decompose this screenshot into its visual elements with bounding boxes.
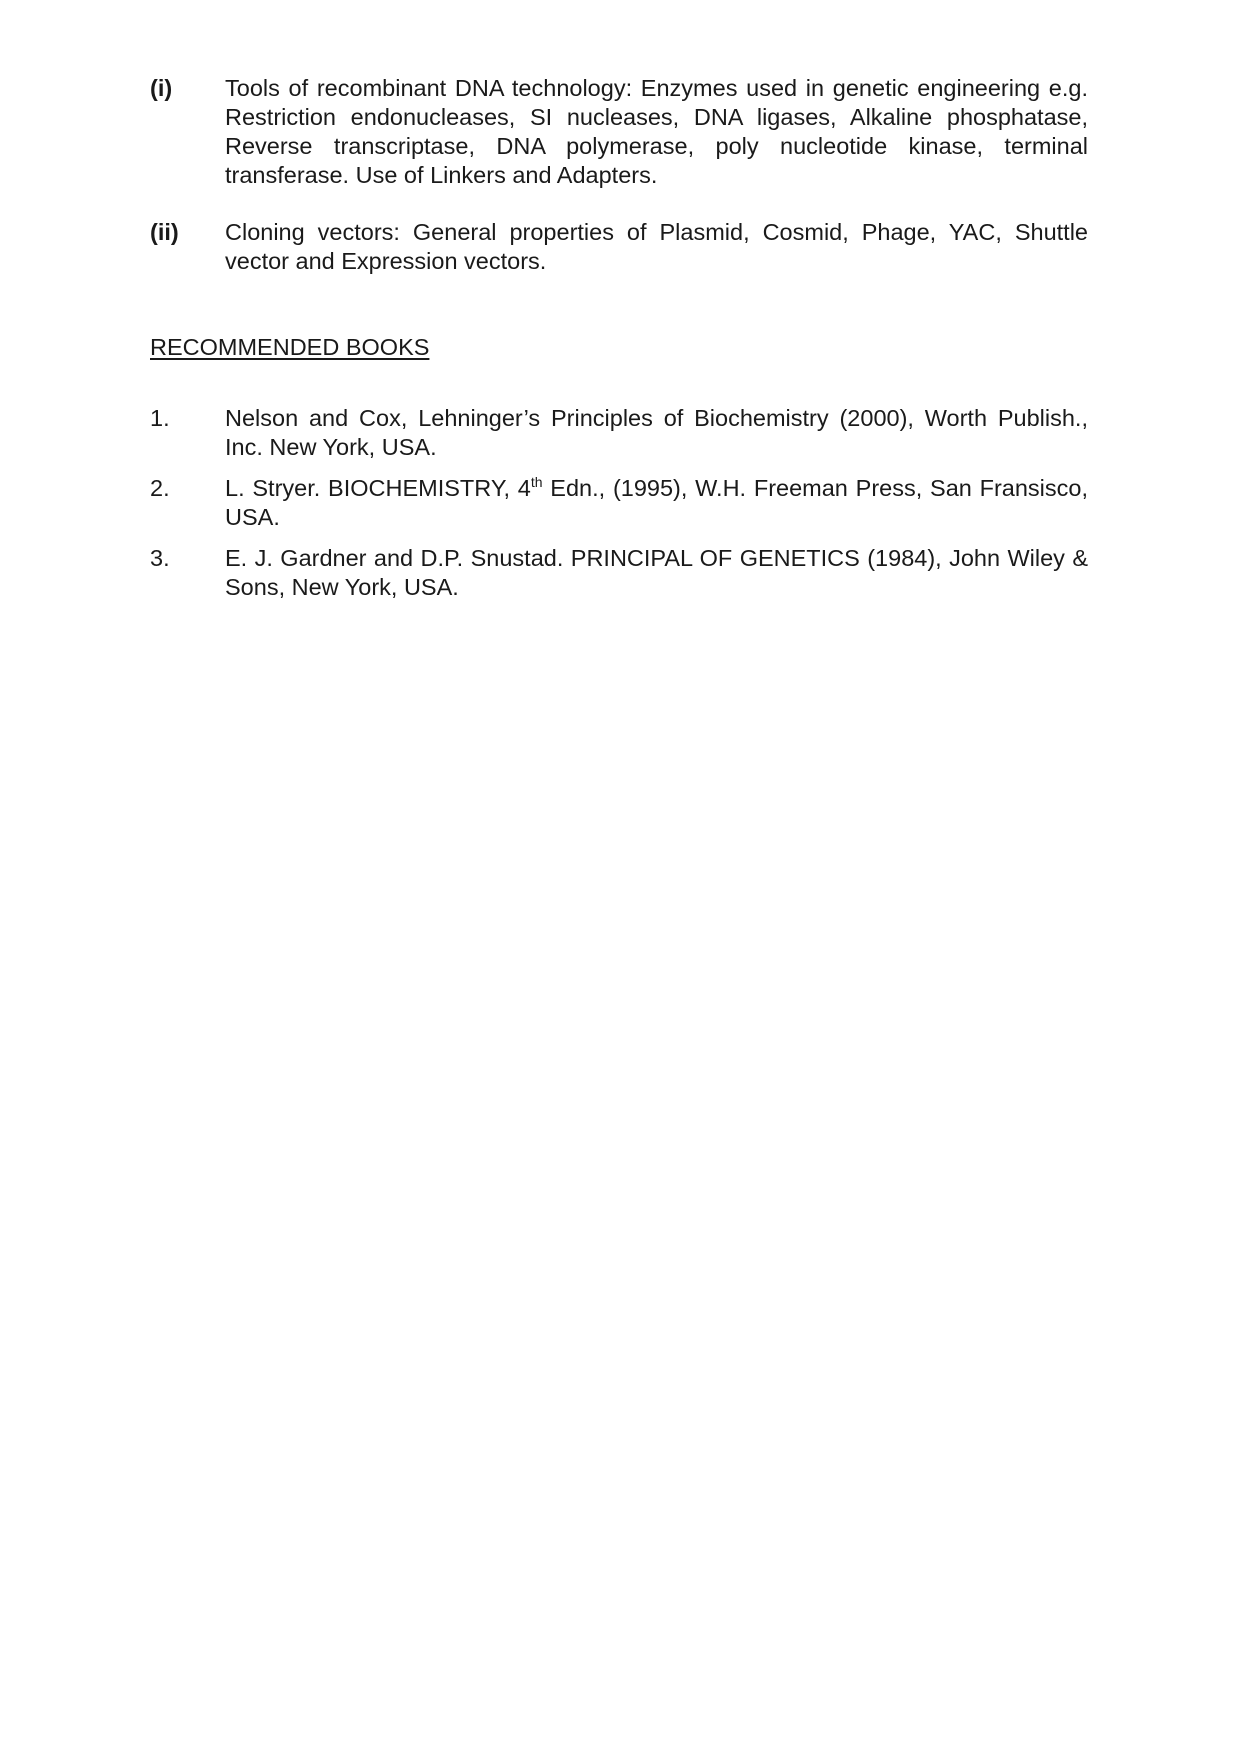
book-item-2 (150, 474, 1088, 532)
book-item-1 (150, 404, 1088, 462)
topic-marker: (i) (150, 75, 173, 101)
book-item-3 (150, 544, 1088, 602)
book-number: 3. (150, 545, 170, 571)
book-citation: Nelson and Cox, Lehninger’s Principles of Biochemistry (2000), Worth Publish., Inc. New York, USA. (225, 405, 1088, 460)
topic-text: Tools of recombinant DNA technology: Enzymes used in genetic engineering e.g. Restriction endonucleases, SI nucleases, DNA ligases, Alkaline phosphatase, Reverse transcriptase, DNA polymerase, poly nucleotide kinase, terminal transferase. Use of Linkers and Adapters. (225, 75, 1088, 188)
book-number: 1. (150, 405, 170, 431)
book-citation (225, 474, 1088, 532)
topic-item-i (150, 74, 1088, 190)
book-number: 2. (150, 475, 170, 501)
citation-part: L. Stryer. BIOCHEMISTRY, 4 (225, 475, 531, 501)
topic-text: Cloning vectors: General properties of Plasmid, Cosmid, Phage, YAC, Shuttle vector and Expression vectors. (225, 219, 1088, 274)
book-citation: E. J. Gardner and D.P. Snustad. PRINCIPAL OF GENETICS (1984), John Wiley & Sons, New York, USA. (225, 545, 1088, 600)
recommended-books-heading: RECOMMENDED BOOKS (150, 334, 430, 360)
topic-item-ii (150, 218, 1088, 276)
citation-part: Edn., (1995), W.H. Freeman Press, San Fransisco, USA. (225, 475, 1088, 530)
topic-marker: (ii) (150, 219, 179, 245)
edition-superscript: th (530, 474, 543, 490)
